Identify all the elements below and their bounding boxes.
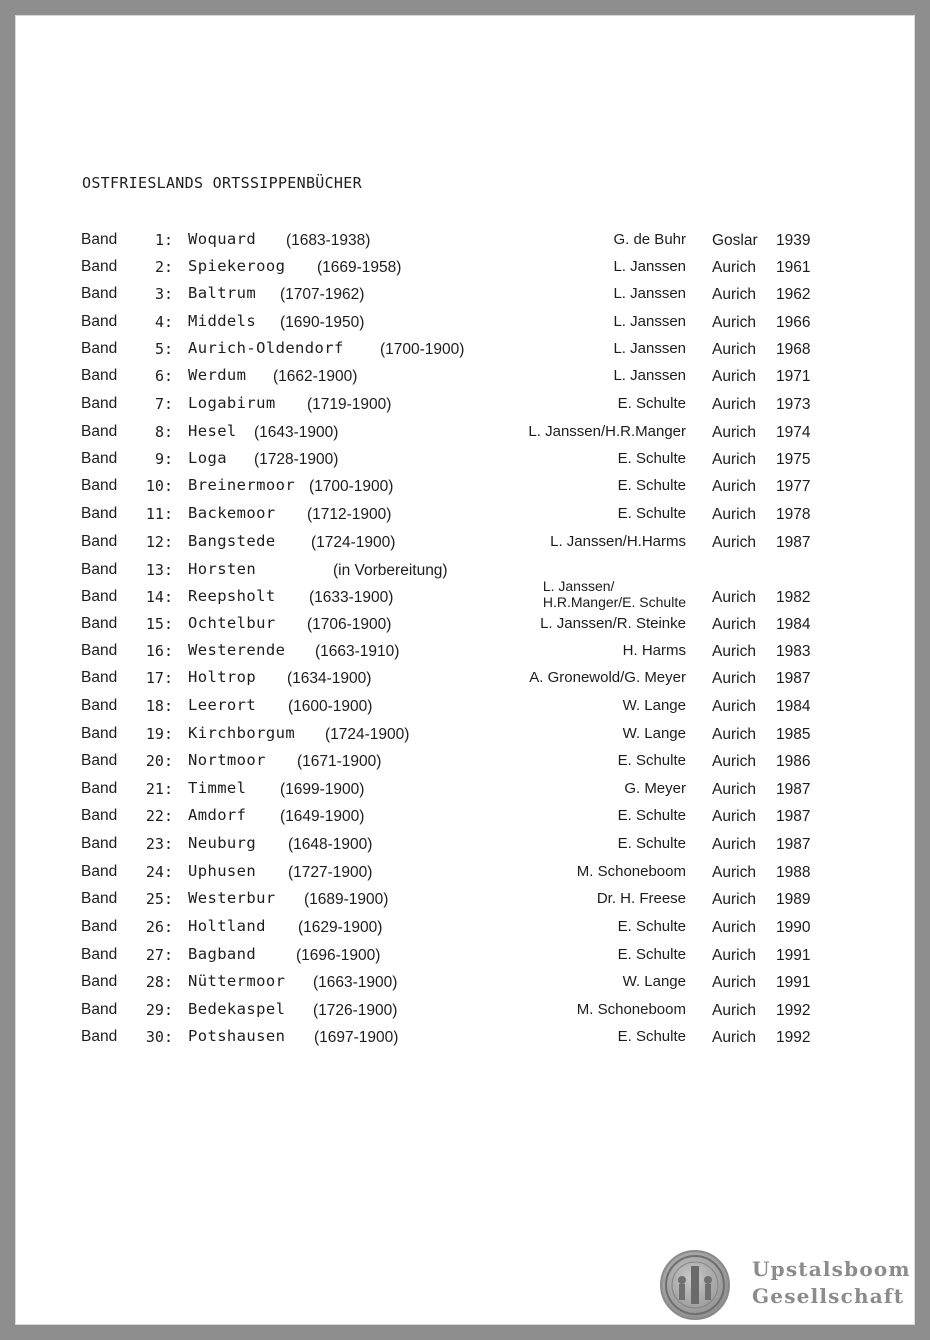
volume-number: 25: bbox=[145, 890, 173, 908]
publication-year: 1990 bbox=[776, 919, 811, 936]
volume-number: 21: bbox=[145, 780, 173, 798]
volume-row bbox=[15, 503, 915, 527]
author: A. Gronewold/G. Meyer bbox=[529, 669, 686, 686]
publisher-logo bbox=[660, 1250, 910, 1322]
publication-year: 1987 bbox=[776, 836, 811, 853]
year-range: (1671-1900) bbox=[297, 753, 382, 770]
place-name: Woquard bbox=[188, 230, 257, 248]
place-name: Bagband bbox=[188, 945, 257, 963]
place-name: Nüttermoor bbox=[188, 972, 286, 990]
publication-year: 1966 bbox=[776, 314, 811, 331]
author: E. Schulte bbox=[617, 835, 686, 852]
publication-year: 1986 bbox=[776, 753, 811, 770]
seal-icon bbox=[660, 1250, 730, 1320]
publication-year: 1985 bbox=[776, 726, 811, 743]
volume-row bbox=[15, 283, 915, 307]
volume-number: 27: bbox=[145, 946, 173, 964]
volume-number: 7: bbox=[154, 395, 173, 413]
volume-number: 10: bbox=[145, 477, 173, 495]
year-range: (1700-1900) bbox=[380, 341, 465, 358]
year-range: (1600-1900) bbox=[288, 698, 373, 715]
author: E. Schulte bbox=[617, 477, 686, 494]
volume-row bbox=[15, 365, 915, 389]
volume-row bbox=[15, 667, 915, 691]
band-label: Band bbox=[81, 697, 118, 714]
year-range: (1699-1900) bbox=[280, 781, 365, 798]
volume-number: 9: bbox=[154, 450, 173, 468]
place-name: Breinermoor bbox=[188, 476, 296, 494]
volume-number: 15: bbox=[145, 615, 173, 633]
author: E. Schulte bbox=[617, 450, 686, 467]
place-name: Westerbur bbox=[188, 889, 276, 907]
publication-year: 1968 bbox=[776, 341, 811, 358]
volume-row bbox=[15, 750, 915, 774]
band-label: Band bbox=[81, 807, 118, 824]
band-label: Band bbox=[81, 450, 118, 467]
band-label: Band bbox=[81, 725, 118, 742]
year-range: (1707-1962) bbox=[280, 286, 365, 303]
publication-year: 1992 bbox=[776, 1029, 811, 1046]
publication-place: Aurich bbox=[712, 974, 756, 991]
volume-number: 13: bbox=[145, 561, 173, 579]
volume-row bbox=[15, 393, 915, 417]
band-label: Band bbox=[81, 615, 118, 632]
volume-number: 6: bbox=[154, 367, 173, 385]
publication-year: 1987 bbox=[776, 808, 811, 825]
year-range: (1712-1900) bbox=[307, 506, 392, 523]
volume-number: 16: bbox=[145, 642, 173, 660]
publication-year: 1989 bbox=[776, 891, 811, 908]
place-name: Uphusen bbox=[188, 862, 257, 880]
publication-year: 1962 bbox=[776, 286, 811, 303]
band-label: Band bbox=[81, 258, 118, 275]
publication-year: 1984 bbox=[776, 616, 811, 633]
volume-row bbox=[15, 999, 915, 1023]
publication-place: Aurich bbox=[712, 616, 756, 633]
publication-place: Aurich bbox=[712, 919, 756, 936]
publication-place: Aurich bbox=[712, 478, 756, 495]
author: W. Lange bbox=[622, 697, 686, 714]
publication-place: Aurich bbox=[712, 286, 756, 303]
band-label: Band bbox=[81, 533, 118, 550]
band-label: Band bbox=[81, 395, 118, 412]
logo-line-1: Upstalsboom bbox=[752, 1257, 911, 1281]
place-name: Middels bbox=[188, 312, 257, 330]
publication-year: 1982 bbox=[776, 589, 811, 606]
volume-row bbox=[15, 256, 915, 280]
publication-place: Aurich bbox=[712, 1002, 756, 1019]
author: L. Janssen/H.R.Manger bbox=[528, 423, 686, 440]
band-label: Band bbox=[81, 423, 118, 440]
volume-number: 5: bbox=[154, 340, 173, 358]
publication-place: Aurich bbox=[712, 836, 756, 853]
publication-year: 1988 bbox=[776, 864, 811, 881]
band-label: Band bbox=[81, 946, 118, 963]
year-range: (1727-1900) bbox=[288, 864, 373, 881]
publication-place: Aurich bbox=[712, 451, 756, 468]
year-range: (1724-1900) bbox=[311, 534, 396, 551]
year-range: (1633-1900) bbox=[309, 589, 394, 606]
place-name: Loga bbox=[188, 449, 227, 467]
volume-row bbox=[15, 1026, 915, 1050]
place-name: Potshausen bbox=[188, 1027, 286, 1045]
place-name: Amdorf bbox=[188, 806, 247, 824]
author: L. Janssen bbox=[613, 367, 686, 384]
publication-year: 1977 bbox=[776, 478, 811, 495]
publication-place: Aurich bbox=[712, 368, 756, 385]
volume-number: 28: bbox=[145, 973, 173, 991]
publication-place: Aurich bbox=[712, 808, 756, 825]
place-name: Leerort bbox=[188, 696, 257, 714]
band-label: Band bbox=[81, 1028, 118, 1045]
place-name: Kirchborgum bbox=[188, 724, 296, 742]
year-range: (1728-1900) bbox=[254, 451, 339, 468]
publication-place: Aurich bbox=[712, 396, 756, 413]
logo-line-2: Gesellschaft bbox=[752, 1284, 905, 1308]
place-name: Nortmoor bbox=[188, 751, 266, 769]
author: L. Janssen bbox=[613, 313, 686, 330]
publication-year: 1984 bbox=[776, 698, 811, 715]
year-range: (1649-1900) bbox=[280, 808, 365, 825]
publication-year: 1987 bbox=[776, 781, 811, 798]
band-label: Band bbox=[81, 1001, 118, 1018]
year-range: (1634-1900) bbox=[287, 670, 372, 687]
publication-year: 1991 bbox=[776, 947, 811, 964]
place-name: Backemoor bbox=[188, 504, 276, 522]
author: E. Schulte bbox=[617, 807, 686, 824]
volume-row bbox=[15, 916, 915, 940]
place-name: Westerende bbox=[188, 641, 286, 659]
volume-row bbox=[15, 695, 915, 719]
place-name: Baltrum bbox=[188, 284, 257, 302]
publication-year: 1974 bbox=[776, 424, 811, 441]
year-range: (1690-1950) bbox=[280, 314, 365, 331]
volume-number: 22: bbox=[145, 807, 173, 825]
publication-year: 1961 bbox=[776, 259, 811, 276]
publication-place: Aurich bbox=[712, 864, 756, 881]
volume-row bbox=[15, 448, 915, 472]
publication-place: Aurich bbox=[712, 698, 756, 715]
place-name: Horsten bbox=[188, 560, 257, 578]
publication-year: 1978 bbox=[776, 506, 811, 523]
volume-number: 11: bbox=[145, 505, 173, 523]
year-range: (1669-1958) bbox=[317, 259, 402, 276]
volume-number: 23: bbox=[145, 835, 173, 853]
place-name: Timmel bbox=[188, 779, 247, 797]
author: E. Schulte bbox=[617, 505, 686, 522]
band-label: Band bbox=[81, 890, 118, 907]
volume-number: 2: bbox=[154, 258, 173, 276]
volume-row bbox=[15, 613, 915, 637]
year-range: (1629-1900) bbox=[298, 919, 383, 936]
author-line-2: H.R.Manger/E. Schulte bbox=[542, 594, 686, 610]
volume-row bbox=[15, 338, 915, 362]
author: G. de Buhr bbox=[613, 231, 686, 248]
place-name: Holtland bbox=[188, 917, 266, 935]
publication-year: 1987 bbox=[776, 670, 811, 687]
volume-row bbox=[15, 559, 915, 583]
band-label: Band bbox=[81, 313, 118, 330]
year-range: (1648-1900) bbox=[288, 836, 373, 853]
publication-place: Aurich bbox=[712, 534, 756, 551]
author: L. Janssen bbox=[613, 258, 686, 275]
band-label: Band bbox=[81, 973, 118, 990]
author: H. Harms bbox=[622, 642, 686, 659]
publication-year: 1971 bbox=[776, 368, 811, 385]
band-label: Band bbox=[81, 367, 118, 384]
volume-row bbox=[15, 578, 915, 610]
volume-row bbox=[15, 971, 915, 995]
volume-number: 14: bbox=[145, 588, 173, 606]
author: Dr. H. Freese bbox=[596, 890, 686, 907]
publication-place: Goslar bbox=[712, 232, 758, 249]
band-label: Band bbox=[81, 231, 118, 248]
publication-year: 1983 bbox=[776, 643, 811, 660]
place-name: Ochtelbur bbox=[188, 614, 276, 632]
year-range: (1700-1900) bbox=[309, 478, 394, 495]
volume-number: 29: bbox=[145, 1001, 173, 1019]
logo-text bbox=[752, 1256, 911, 1310]
volume-number: 19: bbox=[145, 725, 173, 743]
year-range: (1643-1900) bbox=[254, 424, 339, 441]
publication-place: Aurich bbox=[712, 781, 756, 798]
band-label: Band bbox=[81, 752, 118, 769]
volume-row bbox=[15, 311, 915, 335]
year-range: (1726-1900) bbox=[313, 1002, 398, 1019]
volume-number: 26: bbox=[145, 918, 173, 936]
volume-row bbox=[15, 229, 915, 253]
place-name: Bedekaspel bbox=[188, 1000, 286, 1018]
document-page bbox=[15, 15, 915, 1325]
publication-place: Aurich bbox=[712, 341, 756, 358]
author: M. Schoneboom bbox=[576, 863, 686, 880]
volume-row bbox=[15, 421, 915, 445]
author: M. Schoneboom bbox=[576, 1001, 686, 1018]
author: L. Janssen bbox=[613, 340, 686, 357]
publication-year: 1992 bbox=[776, 1002, 811, 1019]
place-name: Reepsholt bbox=[188, 587, 276, 605]
volume-row bbox=[15, 531, 915, 555]
year-range: (1689-1900) bbox=[304, 891, 389, 908]
publication-year: 1973 bbox=[776, 396, 811, 413]
volume-row bbox=[15, 805, 915, 829]
year-range: (1663-1910) bbox=[315, 643, 400, 660]
volume-number: 24: bbox=[145, 863, 173, 881]
publication-place: Aurich bbox=[712, 506, 756, 523]
publication-place: Aurich bbox=[712, 259, 756, 276]
volume-number: 4: bbox=[154, 313, 173, 331]
author: L. Janssen/H.Harms bbox=[550, 533, 686, 550]
author: E. Schulte bbox=[617, 752, 686, 769]
publication-year: 1939 bbox=[776, 232, 811, 249]
band-label: Band bbox=[81, 561, 118, 578]
year-range: (1719-1900) bbox=[307, 396, 392, 413]
publication-place: Aurich bbox=[712, 424, 756, 441]
band-label: Band bbox=[81, 588, 118, 605]
publication-place: Aurich bbox=[712, 670, 756, 687]
publication-place: Aurich bbox=[712, 589, 756, 606]
author: E. Schulte bbox=[617, 1028, 686, 1045]
band-label: Band bbox=[81, 780, 118, 797]
place-name: Neuburg bbox=[188, 834, 257, 852]
volume-number: 3: bbox=[154, 285, 173, 303]
year-range: (in Vorbereitung) bbox=[333, 562, 448, 579]
volume-row bbox=[15, 888, 915, 912]
volume-row bbox=[15, 723, 915, 747]
volume-row bbox=[15, 475, 915, 499]
band-label: Band bbox=[81, 642, 118, 659]
volume-row bbox=[15, 640, 915, 664]
year-range: (1724-1900) bbox=[325, 726, 410, 743]
place-name: Werdum bbox=[188, 366, 247, 384]
author bbox=[543, 578, 686, 610]
band-label: Band bbox=[81, 477, 118, 494]
year-range: (1662-1900) bbox=[273, 368, 358, 385]
volume-number: 8: bbox=[154, 423, 173, 441]
publication-year: 1991 bbox=[776, 974, 811, 991]
place-name: Bangstede bbox=[188, 532, 276, 550]
author: L. Janssen/R. Steinke bbox=[540, 615, 686, 632]
volume-row bbox=[15, 861, 915, 885]
publication-place: Aurich bbox=[712, 947, 756, 964]
band-label: Band bbox=[81, 285, 118, 302]
publication-place: Aurich bbox=[712, 643, 756, 660]
author-line-1: L. Janssen/ bbox=[542, 578, 615, 594]
author: L. Janssen bbox=[613, 285, 686, 302]
author: E. Schulte bbox=[617, 395, 686, 412]
band-label: Band bbox=[81, 835, 118, 852]
place-name: Spiekeroog bbox=[188, 257, 286, 275]
volume-number: 1: bbox=[154, 231, 173, 249]
author: G. Meyer bbox=[624, 780, 686, 797]
place-name: Hesel bbox=[188, 422, 237, 440]
band-label: Band bbox=[81, 669, 118, 686]
band-label: Band bbox=[81, 863, 118, 880]
publication-year: 1975 bbox=[776, 451, 811, 468]
publication-place: Aurich bbox=[712, 891, 756, 908]
publication-year: 1987 bbox=[776, 534, 811, 551]
place-name: Holtrop bbox=[188, 668, 257, 686]
band-label: Band bbox=[81, 505, 118, 522]
year-range: (1706-1900) bbox=[307, 616, 392, 633]
author: E. Schulte bbox=[617, 918, 686, 935]
volume-number: 20: bbox=[145, 752, 173, 770]
publication-place: Aurich bbox=[712, 726, 756, 743]
volume-number: 30: bbox=[145, 1028, 173, 1046]
place-name: Logabirum bbox=[188, 394, 276, 412]
volume-number: 12: bbox=[145, 533, 173, 551]
author: W. Lange bbox=[622, 973, 686, 990]
year-range: (1683-1938) bbox=[286, 232, 371, 249]
year-range: (1697-1900) bbox=[314, 1029, 399, 1046]
band-label: Band bbox=[81, 918, 118, 935]
volume-number: 17: bbox=[145, 669, 173, 687]
place-name: Aurich-Oldendorf bbox=[188, 339, 344, 357]
author: E. Schulte bbox=[617, 946, 686, 963]
publication-place: Aurich bbox=[712, 314, 756, 331]
volume-row bbox=[15, 833, 915, 857]
page-title: OSTFRIESLANDS ORTSSIPPENBÜCHER bbox=[82, 174, 362, 192]
year-range: (1696-1900) bbox=[296, 947, 381, 964]
band-label: Band bbox=[81, 340, 118, 357]
volume-row bbox=[15, 944, 915, 968]
author: W. Lange bbox=[622, 725, 686, 742]
publication-place: Aurich bbox=[712, 1029, 756, 1046]
year-range: (1663-1900) bbox=[313, 974, 398, 991]
volume-number: 18: bbox=[145, 697, 173, 715]
volume-row bbox=[15, 778, 915, 802]
publication-place: Aurich bbox=[712, 753, 756, 770]
